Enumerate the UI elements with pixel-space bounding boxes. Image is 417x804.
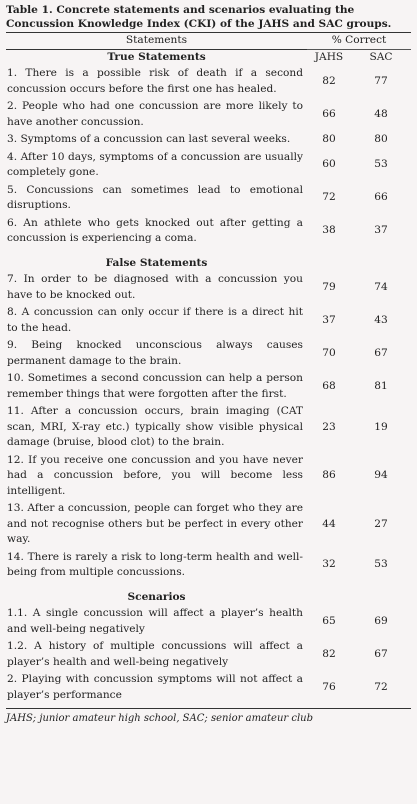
jahs-value: 76 bbox=[307, 671, 351, 709]
table-row bbox=[6, 337, 411, 370]
sac-value: 80 bbox=[374, 133, 388, 145]
jahs-value: 32 bbox=[322, 558, 336, 571]
jahs-value: 44 bbox=[322, 517, 336, 530]
sac-value: 77 bbox=[374, 74, 388, 87]
sac-value: 37 bbox=[374, 224, 388, 237]
sac-value: 48 bbox=[374, 107, 388, 120]
jahs-value: 86 bbox=[322, 469, 336, 481]
statement-text: 3. Symptoms of a concussion can last several weeks. bbox=[7, 133, 291, 145]
jahs-value: 68 bbox=[322, 379, 336, 392]
sac-value: 74 bbox=[374, 280, 388, 293]
sac-value: 81 bbox=[374, 379, 388, 392]
sac-value: 53 bbox=[374, 158, 388, 171]
statement-text: 2. People who had one concussion are more likely to have another concussion. bbox=[7, 100, 303, 128]
statement-text: 1. There is a possible risk of death if a second concussion occurs before the first one has healed. bbox=[7, 67, 303, 95]
table-row bbox=[6, 500, 411, 549]
jahs-value: 79 bbox=[322, 280, 336, 293]
sac-value: 66 bbox=[374, 191, 388, 204]
cki-table bbox=[6, 32, 411, 709]
statement-text: 12. If you receive one concussion and you have never had a concussion before, you will become less intelligent. bbox=[7, 453, 303, 497]
statement-text: 6. An athlete who gets knocked out after getting a concussion is experiencing a coma. bbox=[7, 216, 303, 244]
jahs-value: 23 bbox=[322, 420, 336, 433]
statement-text: 2. Playing with concussion symptoms will not affect a player’s performance bbox=[6, 671, 307, 709]
table-footnote: JAHS; junior amateur high school, SAC; senior amateur club bbox=[6, 713, 314, 724]
jahs-value: 65 bbox=[322, 614, 336, 627]
section-gap bbox=[6, 582, 411, 590]
section-gap bbox=[6, 248, 411, 256]
table-row bbox=[6, 671, 411, 709]
sac-value: 69 bbox=[374, 614, 388, 627]
table-row bbox=[6, 605, 411, 638]
table-figure bbox=[6, 0, 411, 725]
sac-value: 43 bbox=[374, 313, 388, 326]
statement-text: 1.1. A single concussion will affect a player’s health and well-being negatively bbox=[7, 607, 303, 635]
statement-text: 9. Being knocked unconscious always causes permanent damage to the brain. bbox=[7, 339, 303, 367]
jahs-value: 80 bbox=[322, 133, 336, 145]
statement-text: 10. Sometimes a second concussion can help a person remember things that were forgotten after the first. bbox=[7, 372, 303, 400]
section-true-title: True Statements bbox=[6, 49, 307, 65]
table-row bbox=[6, 65, 411, 98]
jahs-value: 72 bbox=[322, 191, 336, 204]
table-row bbox=[6, 149, 411, 182]
jahs-value: 82 bbox=[322, 647, 336, 660]
table-row bbox=[6, 271, 411, 304]
table-row bbox=[6, 370, 411, 403]
table-row bbox=[6, 215, 411, 248]
statement-text: 4. After 10 days, symptoms of a concussion are usually completely gone. bbox=[7, 150, 303, 178]
header-sac: SAC bbox=[369, 50, 393, 63]
jahs-value: 66 bbox=[322, 107, 336, 120]
sac-value: 53 bbox=[374, 558, 388, 571]
jahs-value: 38 bbox=[322, 224, 336, 237]
statement-text: 1.2. A history of multiple concussions will affect a player’s health and well-being negatively bbox=[7, 640, 303, 668]
sac-value: 67 bbox=[374, 346, 388, 359]
jahs-value: 70 bbox=[322, 346, 336, 359]
section-false-title: False Statements bbox=[105, 256, 208, 269]
sac-value: 72 bbox=[351, 671, 411, 709]
jahs-value: 60 bbox=[322, 158, 336, 171]
jahs-value: 82 bbox=[322, 74, 336, 87]
table-caption: Table 1. Concrete statements and scenarios evaluating the Concussion Knowledge Index (CKI) of the JAHS and SAC groups. bbox=[6, 4, 392, 30]
jahs-value: 37 bbox=[322, 313, 336, 326]
section-scenarios-title: Scenarios bbox=[127, 590, 186, 603]
sac-value: 67 bbox=[374, 647, 388, 660]
table-row bbox=[6, 98, 411, 131]
statement-text: 14. There is rarely a risk to long-term health and well-being from multiple concussions. bbox=[7, 550, 303, 578]
table-row bbox=[6, 638, 411, 671]
statement-text: 5. Concussions can sometimes lead to emotional disruptions. bbox=[7, 183, 303, 211]
table-row bbox=[6, 304, 411, 337]
sac-value: 94 bbox=[374, 469, 388, 481]
statement-text: 7. In order to be diagnosed with a concussion you have to be knocked out. bbox=[7, 273, 303, 301]
table-row bbox=[6, 452, 411, 501]
table-row bbox=[6, 403, 411, 452]
sac-value: 19 bbox=[374, 420, 388, 433]
header-jahs: JAHS bbox=[314, 50, 344, 63]
statement-text: 13. After a concussion, people can forget who they are and not recognise others but be perfect in every other way. bbox=[7, 502, 303, 545]
header-statements: Statements bbox=[6, 33, 307, 50]
sac-value: 27 bbox=[374, 517, 388, 530]
statement-text: 8. A concussion can only occur if there is a direct hit to the head. bbox=[7, 306, 303, 334]
table-row bbox=[6, 131, 411, 149]
table-row bbox=[6, 182, 411, 215]
header-percent-correct: % Correct bbox=[307, 33, 411, 50]
statement-text: 11. After a concussion occurs, brain imaging (CAT scan, MRI, X-ray etc.) typically show visible physical damage (bruise, blood clot) to the brain. bbox=[7, 405, 303, 448]
table-row bbox=[6, 549, 411, 582]
